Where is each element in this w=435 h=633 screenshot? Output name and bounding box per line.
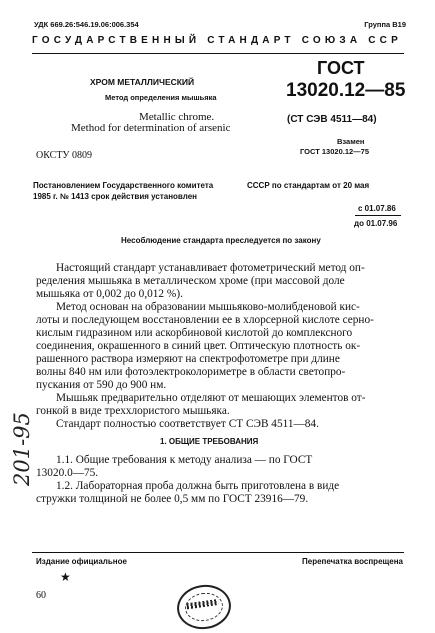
body-line: пускания от 590 до 900 нм. <box>36 379 167 391</box>
reprint-forbidden-label: Перепечатка воспрещена <box>302 557 403 566</box>
body-line: ределения мышьяка в металлическом хроме (при массовой доле <box>36 275 345 287</box>
method-title: Метод определения мышьяка <box>105 93 217 102</box>
section-line: стружки толщиной не более 0,5 мм по ГОСТ 23916—79. <box>36 493 309 505</box>
gost-number: 13020.12—85 <box>286 80 406 101</box>
date-divider <box>355 215 401 216</box>
body-line: рашенного раствора измеряют на спектрофотометре при длине <box>36 353 340 365</box>
body-line: Метод основан на образовании мышьяково-молибденовой кис- <box>56 301 360 313</box>
compliance-notice: Несоблюдение стандарта преследуется по закону <box>121 236 321 245</box>
valid-to-date: до 01.07.96 <box>354 219 398 228</box>
section-line: 13020.0—75. <box>36 467 99 479</box>
decree-line-1: Постановлением Государственного комитета <box>33 181 214 190</box>
replaces-value: ГОСТ 13020.12—75 <box>300 147 370 156</box>
star-icon: ★ <box>60 570 71 584</box>
method-title-english: Method for determination of arsenic <box>71 122 231 134</box>
body-line: гонкой в виде треххлористого мышьяка. <box>36 405 230 417</box>
body-line: Стандарт полностью соответствует СТ СЭВ 4511—84. <box>56 418 319 430</box>
section-line: 1.1. Общие требования к методу анализа — по ГОСТ <box>56 454 313 466</box>
st-sev-reference: (СТ СЭВ 4511—84) <box>287 114 377 125</box>
section-heading: 1. ОБЩИЕ ТРЕБОВАНИЯ <box>160 437 259 446</box>
header-divider <box>32 53 404 54</box>
group-code: Группа В19 <box>364 20 406 29</box>
decree-line-1-end: СССР по стандартам от 20 мая <box>247 181 370 190</box>
body-line: лоты и последующем восстановлении ее в хлорсерной кислоте серно- <box>36 314 374 326</box>
official-edition-label: Издание официальное <box>36 557 127 566</box>
gost-label: ГОСТ <box>317 58 365 78</box>
handwritten-note: 201-95 <box>10 412 34 486</box>
okstu-code: ОКСТУ 0809 <box>36 150 93 161</box>
state-standard-header: ГОСУДАРСТВЕННЫЙ СТАНДАРТ СОЮЗА ССР <box>32 35 402 46</box>
udk-code: УДК 669.26:546.19.06:006.354 <box>34 20 139 29</box>
body-line: Мышьяк предварительно отделяют от мешающих элементов от- <box>56 392 366 404</box>
body-line: соединения, окрашенного в синий цвет. Оптическую плотность ок- <box>36 340 361 352</box>
footer-divider <box>32 552 404 553</box>
document-title: ХРОМ МЕТАЛЛИЧЕСКИЙ <box>90 77 195 87</box>
document-title-english: Metallic chrome. <box>139 111 215 123</box>
body-line: кислым гидразином или аскорбиновой кислотой до комплексного <box>36 327 353 339</box>
body-line: мышьяка от 0,002 до 0,012 %). <box>36 288 183 300</box>
library-stamp <box>174 581 234 632</box>
section-line: 1.2. Лабораторная проба должна быть приготовлена в виде <box>56 480 340 492</box>
body-line: Настоящий стандарт устанавливает фотометрический метод оп- <box>56 262 365 274</box>
decree-line-2: 1985 г. № 1413 срок действия установлен <box>33 192 197 201</box>
replaces-label: Взамен <box>337 137 365 146</box>
page-number: 60 <box>36 590 46 601</box>
valid-from-date: с 01.07.86 <box>358 204 396 213</box>
body-line: волны 840 нм или фотоэлектроколориметре в области светопро- <box>36 366 346 378</box>
